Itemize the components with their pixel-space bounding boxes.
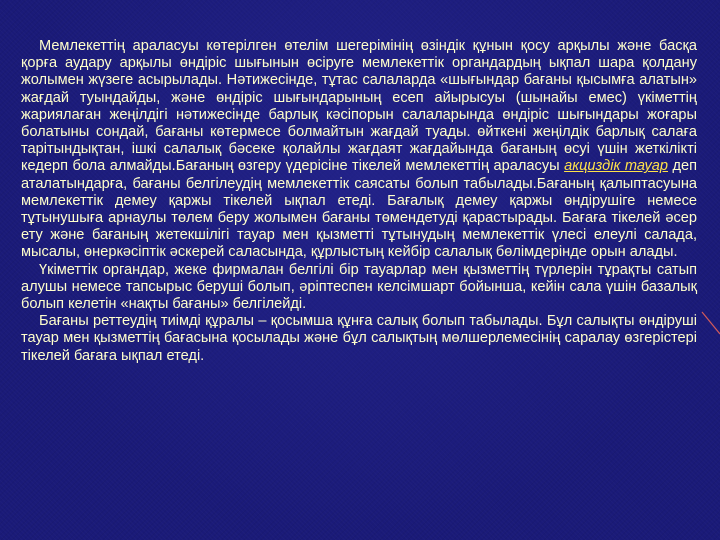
excise-goods-link[interactable]: акциздік тауар — [564, 158, 668, 175]
decorative-corner-line — [700, 298, 720, 338]
paragraph-1 — [21, 38, 697, 262]
paragraph-1-text: Мемлекеттің араласуы көтерілген өтелім шегерімінің өзіндік құнын қосу арқылы және басқа қорға аудару арқылы өндіріс шығынын өсіруге мемлекеттік органдардың ықпал шара қолдану жолымен жүзеге асырылады. Нәтижесінде, тұтас салаларда «шығындар бағаны қысымға алатын» жағдай туындайды, және өндіріс шығындарының есеп айырысуы (шынайы емес) үкіметтің жариялаған жеңілдігі нәтижесінде барлық кәсіпорын салаларында өндіріс шығындары жоғары болатыны сондай, бағаны көтермесе болмайтын жағдай туады. өйткені жеңілдік барлық салаға тарітындықтан, ішкі салалық бәсеке қолайлы жағдаят жағдайында бағаның өсуі үшін жеткілікті кедерп бола алмайды.Бағаның өзгеру үдерісіне тікелей мемлекеттің араласуы — [21, 38, 697, 175]
paragraph-3: Бағаны реттеудің тиімді құралы – қосымша құнға салық болып табылады. Бұл салықты өндіруші тауар мен қызметтің бағасына қосылады және бұл салықтың мөлшерлемесінің саралау өзгерістері тікелей бағаға ықпал етеді. — [21, 313, 697, 364]
body-text — [21, 38, 697, 365]
paragraph-2: Үкіметтік органдар, жеке фирмалан белгілі бір тауарлар мен қызметтің түрлерін тұрақты сатып алушы немесе тапсырыс беруші болып, әріптеспен келсімшарт бойынша, кейін сала үшін базалық болып келетін «нақты бағаны» белгілейді. — [21, 261, 697, 313]
paragraph-1-text-after: деп аталатындарға, бағаны белгілеудің мемлекеттік саясаты болып табылады.Бағаның қалыптасуына мемлекеттік демеу қаржы тікелей ықпал етеді. Бағалық демеу қаржы өндірушіге немесе тұтынушыға арнаулы төлем беру жолымен бағаны төмендетуді қарастырады. Бағаға тікелей әсер ету және бағаның жетекшілігі тауар мен қызметті тұтынудың мемлекеттік үлесі елеулі салада, мысалы, өнеркәсіптік әскерей саласында, құрлыстың кейбір салалық бөлімдерінде орын алады. — [21, 158, 698, 261]
